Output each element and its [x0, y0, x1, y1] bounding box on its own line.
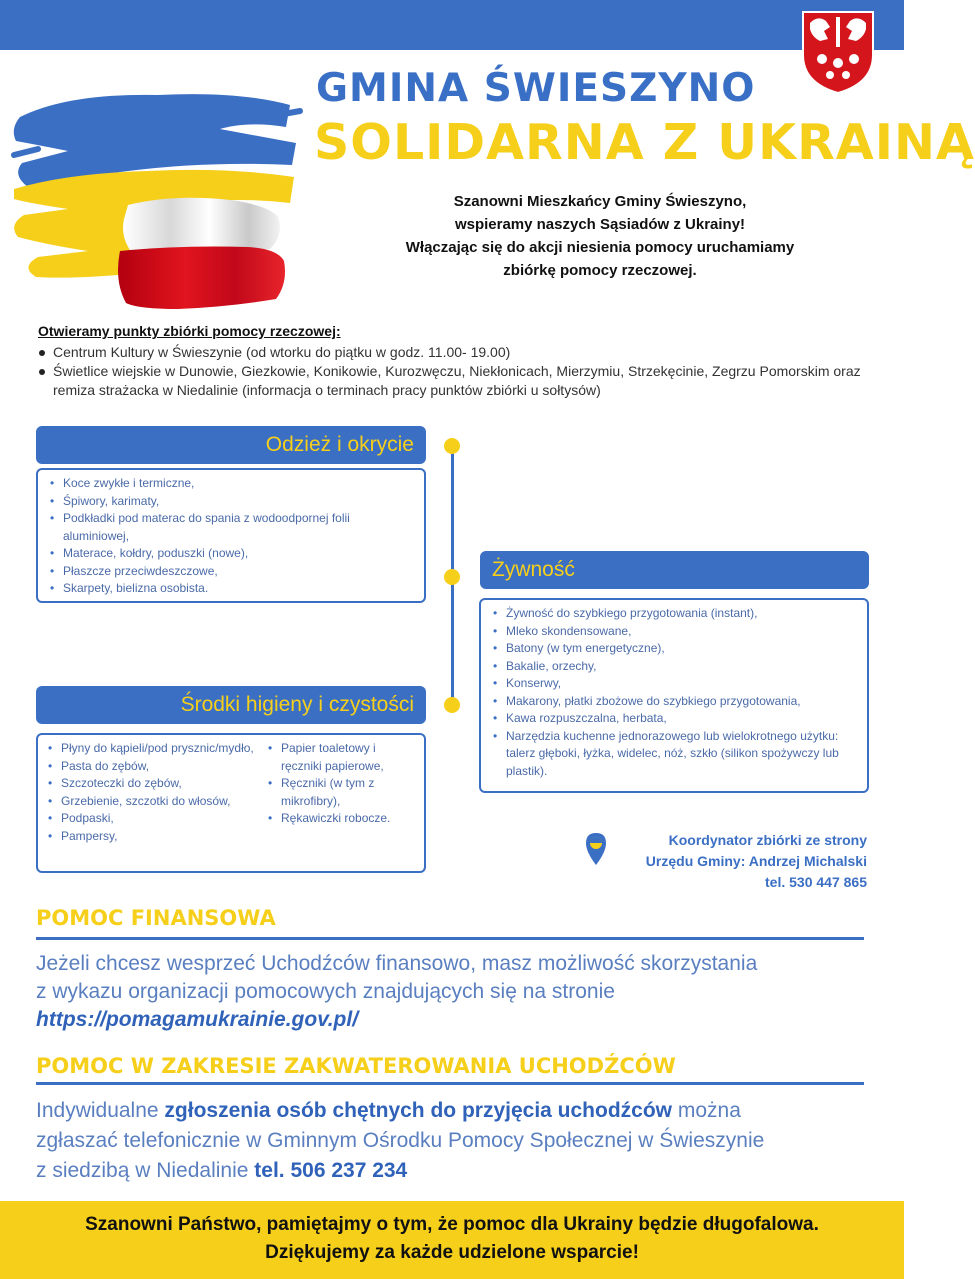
timeline-dot [444, 697, 460, 713]
housing-text-bold: zgłoszenia osób chętnych do przyjęcia uchodźców [164, 1099, 673, 1122]
finance-link[interactable]: https://pomagamukrainie.gov.pl/ [36, 1008, 359, 1031]
list-item: • Kawa rozpuszczalna, herbata, [491, 710, 861, 728]
greeting [340, 190, 860, 282]
list-item: • Konserwy, [491, 675, 861, 693]
food-header: Żywność [480, 551, 869, 589]
coordinator-phone[interactable]: tel. 530 447 865 [765, 874, 867, 890]
clothing-box [36, 468, 426, 603]
flag-brush-icon [8, 85, 300, 317]
finance-title: POMOC FINANSOWA [36, 906, 276, 930]
list-item: • Podpaski, [46, 810, 266, 828]
list-item: • Mleko skondensowane, [491, 623, 861, 641]
list-item: • Płyny do kąpieli/pod prysznic/mydło, [46, 740, 266, 758]
housing-line: zgłaszać telefonicznie w Gminnym Ośrodku Pomocy Społecznej w Świeszynie [36, 1129, 765, 1152]
collection-points-list [38, 343, 868, 400]
list-item: • Grzebienie, szczotki do włosów, [46, 793, 266, 811]
coordinator-line: Koordynator zbiórki ze strony [668, 832, 867, 848]
hygiene-list-left [46, 740, 266, 845]
list-item: • Pampersy, [46, 828, 266, 846]
list-item: • Ręczniki (w tym z mikrofibry), [266, 775, 411, 810]
list-item: • Bakalie, orzechy, [491, 658, 861, 676]
housing-phone[interactable]: tel. 506 237 234 [254, 1159, 408, 1182]
coordinator-name: Urzędu Gminy: Andrzej Michalski [645, 853, 867, 869]
title-municipality: GMINA ŚWIESZYNO [316, 66, 756, 111]
coat-of-arms-icon [800, 9, 876, 95]
coordinator [585, 830, 867, 893]
list-item: • Skarpety, bielizna osobista. [48, 580, 418, 598]
housing-title: POMOC W ZAKRESIE ZAKWATEROWANIA UCHODŹCÓW [36, 1054, 676, 1078]
list-item: • Materace, kołdry, poduszki (nowe), [48, 545, 418, 563]
list-item: • Śpiwory, karimaty, [48, 493, 418, 511]
list-item: • Narzędzia kuchenne jednorazowego lub wielokrotnego użytku: talerz głęboki, łyżka, widelec, nóż, szkło (silikon spożywczy lub plastik). [491, 728, 861, 781]
greeting-line: Włączając się do akcji niesienia pomocy uruchamiamy [405, 239, 795, 256]
title-solidarity: SOLIDARNA Z UKRAINĄ [314, 114, 975, 171]
footer-line: Szanowni Państwo, pamiętajmy o tym, że pomoc dla Ukrainy będzie długofalowa. [85, 1214, 819, 1235]
food-box [479, 598, 869, 793]
collection-points-title: Otwieramy punkty zbiórki pomocy rzeczowej: [38, 323, 341, 339]
list-item: • Płaszcze przeciwdeszczowe, [48, 563, 418, 581]
top-bar [0, 0, 904, 50]
housing-divider [36, 1082, 864, 1085]
collection-points [38, 322, 868, 400]
list-item: • Podkładki pod materac do spania z wodoodpornej folii aluminiowej, [48, 510, 418, 545]
list-item: • Pasta do zębów, [46, 758, 266, 776]
list-item: • Papier toaletowy i ręczniki papierowe, [266, 740, 411, 775]
greeting-line: zbiórkę pomocy rzeczowej. [503, 262, 697, 279]
hygiene-header: Środki higieny i czystości [36, 686, 426, 724]
finance-text [36, 950, 866, 1034]
footer-line: Dziękujemy za każde udzielone wsparcie! [265, 1242, 639, 1263]
list-item: • Szczoteczki do zębów, [46, 775, 266, 793]
housing-text-part: Indywidualne [36, 1099, 165, 1122]
list-item: • Koce zwykłe i termiczne, [48, 475, 418, 493]
list-item: • Makarony, płatki zbożowe do szybkiego przygotowania, [491, 693, 861, 711]
location-pin-icon [585, 832, 607, 866]
greeting-line: Szanowni Mieszkańcy Gminy Świeszyno, [453, 193, 747, 210]
housing-text-part: z siedzibą w Niedalinie [36, 1159, 255, 1182]
finance-line: Jeżeli chcesz wesprzeć Uchodźców finansowo, masz możliwość skorzystania [36, 952, 758, 975]
finance-divider [36, 937, 864, 940]
timeline-dot [444, 438, 460, 454]
list-item: • Rękawiczki robocze. [266, 810, 411, 828]
finance-line: z wykazu organizacji pomocowych znajdujących się na stronie [36, 980, 615, 1003]
list-item: • Żywność do szybkiego przygotowania (instant), [491, 605, 861, 623]
housing-text-part: można [672, 1099, 741, 1122]
list-item: • Batony (w tym energetyczne), [491, 640, 861, 658]
list-item: Świetlice wiejskie w Dunowie, Giezkowie, Konikowie, Kurozwęczu, Niekłonicach, Mierzymiu, Strzekęcinie, Zegrzu Pomorskim oraz remiza strażacka w Niedalinie (informacja o terminach pracy punktów zbiórki u sołtysów) [38, 362, 868, 400]
greeting-line: wspieramy naszych Sąsiadów z Ukrainy! [454, 216, 746, 233]
hygiene-list-right [266, 740, 411, 828]
footer-banner [0, 1201, 904, 1279]
hygiene-box [36, 733, 426, 873]
timeline-dot [444, 569, 460, 585]
list-item: Centrum Kultury w Świeszynie (od wtorku do piątku w godz. 11.00- 19.00) [38, 343, 868, 362]
housing-text [36, 1096, 866, 1186]
clothing-header: Odzież i okrycie [36, 426, 426, 464]
